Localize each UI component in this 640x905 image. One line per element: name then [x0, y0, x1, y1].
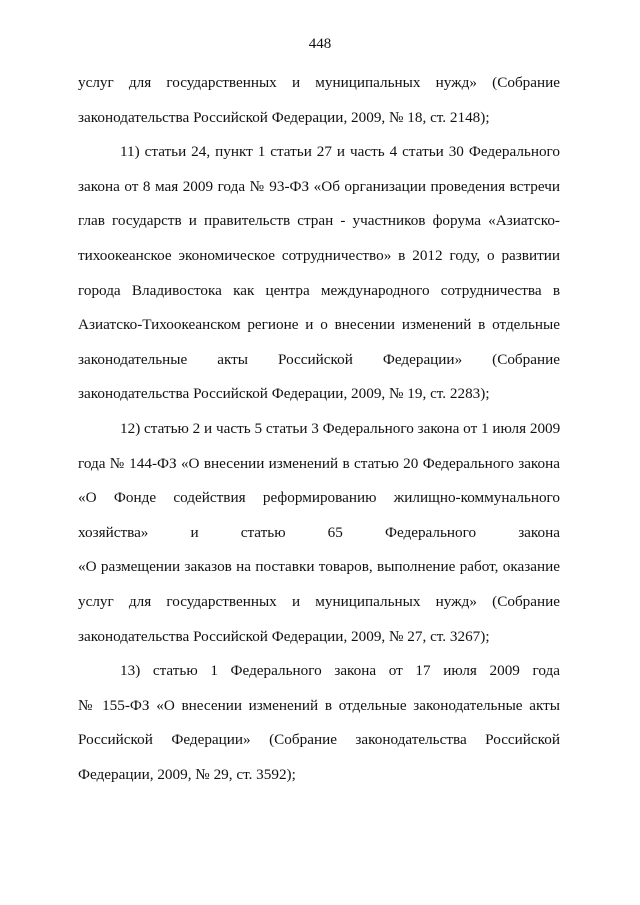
- text-line: законодательства Российской Федерации, 2009, № 27, ст. 3267);: [78, 627, 490, 645]
- text-line: Федерации, 2009, № 29, ст. 3592);: [78, 765, 296, 783]
- text-line: 12) статью 2 и часть 5 статьи 3 Федерального закона от 1 июля 2009: [120, 419, 561, 437]
- text-line: «О размещении заказов на поставки товаров, выполнение работ, оказание: [78, 558, 560, 576]
- text-line: глав государств и правительств стран - участников форума «Азиатско-: [78, 212, 560, 230]
- paragraph-item-11: [78, 135, 560, 412]
- text-line: законодательные акты Российской Федерации» (Собрание: [78, 350, 560, 368]
- text-line: закона от 8 мая 2009 года № 93-ФЗ «Об организации проведения встречи: [78, 177, 560, 195]
- paragraph-1-continuation: [78, 66, 560, 135]
- text-line: Российской Федерации» (Собрание законодательства Российской: [78, 731, 560, 749]
- text-line: Азиатско-Тихоокеанском регионе и о внесении изменений в отдельные: [78, 316, 560, 334]
- text-line: 11) статьи 24, пункт 1 статьи 27 и часть 4 статьи 30 Федерального: [120, 143, 560, 161]
- text-line: 13) статью 1 Федерального закона от 17 июля 2009 года: [120, 662, 560, 680]
- text-line: тихоокеанское экономическое сотрудничество» в 2012 году, о развитии: [78, 246, 560, 264]
- document-body: [78, 66, 560, 792]
- text-line: услуг для государственных и муниципальных нужд» (Собрание: [78, 74, 560, 91]
- text-line: законодательства Российской Федерации, 2009, № 18, ст. 2148);: [78, 108, 490, 126]
- text-line: города Владивостока как центра международного сотрудничества в: [78, 281, 560, 299]
- text-line: «О Фонде содействия реформированию жилищно-коммунального: [78, 489, 560, 507]
- page-number: 448: [308, 36, 332, 52]
- text-line: законодательства Российской Федерации, 2009, № 19, ст. 2283);: [78, 385, 490, 403]
- text-line: года № 144-ФЗ «О внесении изменений в статью 20 Федерального закона: [78, 454, 560, 472]
- text-line: услуг для государственных и муниципальных нужд» (Собрание: [78, 592, 560, 610]
- text-line: хозяйства» и статью 65 Федерального закона: [78, 523, 560, 541]
- paragraph-item-12: [78, 412, 560, 654]
- paragraph-item-13: [78, 654, 560, 792]
- text-line: № 155-ФЗ «О внесении изменений в отдельные законодательные акты: [78, 696, 560, 714]
